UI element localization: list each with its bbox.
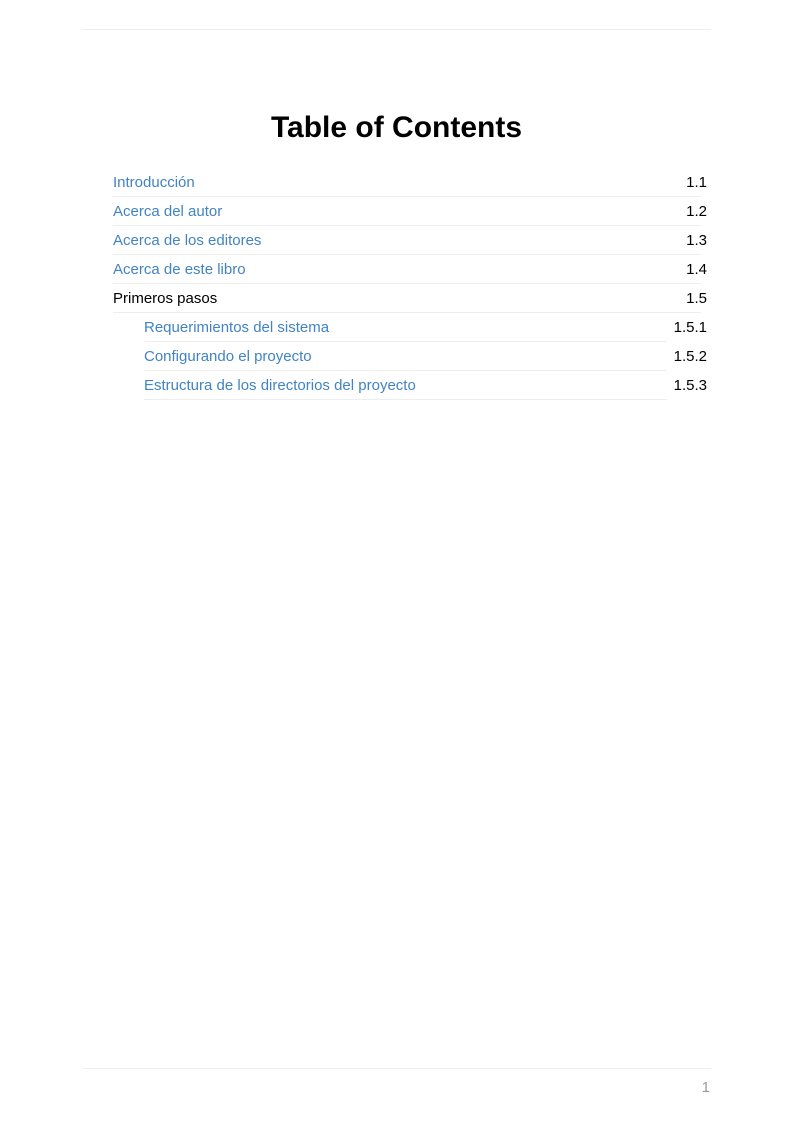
table-of-contents <box>113 169 707 401</box>
toc-item-label[interactable]: Acerca del autor <box>113 203 223 220</box>
toc-row-divider <box>113 312 701 313</box>
toc-row-divider <box>144 399 667 400</box>
toc-item-label[interactable]: Configurando el proyecto <box>144 348 312 365</box>
toc-item-introduccion[interactable] <box>113 169 707 197</box>
toc-row-divider <box>113 196 701 197</box>
toc-row-divider <box>144 341 667 342</box>
toc-item-acerca-de-los-editores[interactable] <box>113 227 707 255</box>
page-title: Table of Contents <box>270 111 523 144</box>
toc-row-divider <box>144 370 667 371</box>
toc-item-label[interactable]: Introducción <box>113 174 195 191</box>
toc-row-divider <box>113 225 701 226</box>
toc-item-label[interactable]: Requerimientos del sistema <box>144 319 330 336</box>
toc-item-acerca-de-este-libro[interactable] <box>113 256 707 284</box>
footer-rule <box>83 1068 711 1069</box>
toc-item-primeros-pasos <box>113 285 707 313</box>
toc-item-label[interactable]: Acerca de este libro <box>113 261 246 278</box>
header-rule <box>83 29 711 30</box>
toc-item-number: 1.2 <box>686 203 707 220</box>
toc-item-number: 1.4 <box>686 261 707 278</box>
page-number: 1 <box>701 1079 710 1096</box>
toc-item-number: 1.5.2 <box>673 348 707 365</box>
toc-item-configurando-el-proyecto[interactable] <box>113 343 707 371</box>
toc-item-requerimientos-del-sistema[interactable] <box>113 314 707 342</box>
toc-item-number: 1.5.1 <box>673 319 707 336</box>
toc-item-estructura-de-los-directorios[interactable] <box>113 372 707 400</box>
toc-row-divider <box>113 283 701 284</box>
toc-item-acerca-del-autor[interactable] <box>113 198 707 226</box>
toc-item-label: Primeros pasos <box>113 290 218 307</box>
toc-item-label[interactable]: Estructura de los directorios del proyecto <box>144 377 416 394</box>
toc-item-label[interactable]: Acerca de los editores <box>113 232 262 249</box>
toc-item-number: 1.3 <box>686 232 707 249</box>
toc-item-number: 1.5.3 <box>673 377 707 394</box>
toc-item-number: 1.5 <box>686 290 707 307</box>
toc-row-divider <box>113 254 701 255</box>
toc-item-number: 1.1 <box>686 174 707 191</box>
